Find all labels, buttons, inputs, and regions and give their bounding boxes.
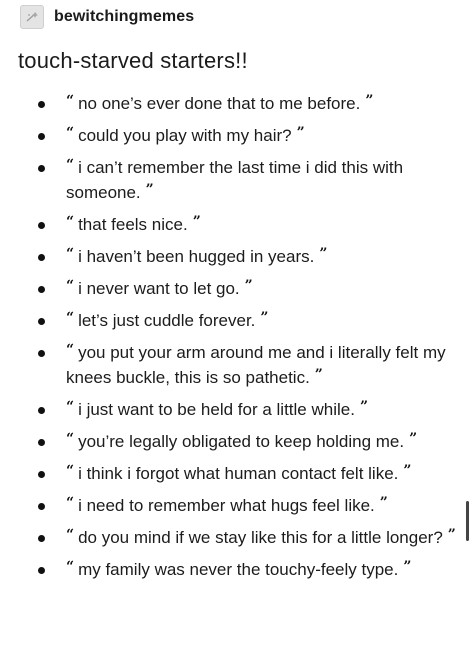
list-item-text: my family was never the touchy-feely type. [78, 560, 399, 579]
close-quote-icon: ” [314, 367, 322, 383]
bullet-icon [38, 318, 45, 325]
bullet-icon [38, 165, 45, 172]
close-quote-icon: ” [319, 246, 327, 262]
bullet-icon [38, 439, 45, 446]
list-item-text: you’re legally obligated to keep holding me. [78, 432, 405, 451]
close-quote-icon: ” [296, 125, 304, 141]
close-quote-icon: ” [403, 463, 411, 479]
avatar-sparkle-icon [24, 9, 40, 25]
open-quote-icon: “ [66, 463, 74, 479]
open-quote-icon: “ [66, 157, 74, 173]
open-quote-icon: “ [66, 527, 74, 543]
bullet-icon [38, 286, 45, 293]
bullet-icon [38, 133, 45, 140]
list-item-text: i think i forgot what human contact felt like. [78, 464, 399, 483]
close-quote-icon: ” [447, 527, 455, 543]
list-item [0, 430, 474, 455]
close-quote-icon: ” [365, 93, 373, 109]
bullet-icon [38, 254, 45, 261]
open-quote-icon: “ [66, 93, 74, 109]
close-quote-icon: ” [260, 310, 268, 326]
open-quote-icon: “ [66, 399, 74, 415]
open-quote-icon: “ [66, 431, 74, 447]
list-item-text: i haven’t been hugged in years. [78, 247, 315, 266]
bullet-icon [38, 471, 45, 478]
username-link[interactable]: bewitchingmemes [54, 8, 195, 25]
list-item [0, 245, 474, 270]
list-item-text: let’s just cuddle forever. [78, 311, 256, 330]
list-item-text: i never want to let go. [78, 279, 240, 298]
list-item [0, 558, 474, 583]
list-item [0, 156, 474, 206]
list-item [0, 277, 474, 302]
open-quote-icon: “ [66, 310, 74, 326]
list-item [0, 213, 474, 238]
avatar[interactable] [20, 5, 44, 29]
bullet-icon [38, 222, 45, 229]
list-item-text: that feels nice. [78, 215, 188, 234]
open-quote-icon: “ [66, 559, 74, 575]
list-item [0, 398, 474, 423]
close-quote-icon: ” [379, 495, 387, 511]
list-item-text: i need to remember what hugs feel like. [78, 496, 375, 515]
open-quote-icon: “ [66, 214, 74, 230]
bullet-icon [38, 503, 45, 510]
list-item [0, 309, 474, 334]
close-quote-icon: ” [403, 559, 411, 575]
list-item-text: i just want to be held for a little while. [78, 400, 355, 419]
bullet-icon [38, 535, 45, 542]
scrollbar-thumb[interactable] [466, 501, 469, 541]
post-title: touch-starved starters!! [18, 48, 248, 73]
open-quote-icon: “ [66, 246, 74, 262]
close-quote-icon: ” [145, 182, 153, 198]
list-item [0, 124, 474, 149]
post-header [20, 4, 194, 30]
bullet-icon [38, 407, 45, 414]
list-item-text: could you play with my hair? [78, 126, 292, 145]
list-item-text: no one’s ever done that to me before. [78, 94, 361, 113]
list-item-text: do you mind if we stay like this for a little longer? [78, 528, 443, 547]
list-item [0, 462, 474, 487]
list-item-text: you put your arm around me and i literally felt my knees buckle, this is so pathetic. [66, 343, 446, 387]
close-quote-icon: ” [244, 278, 252, 294]
starter-list [0, 92, 474, 590]
open-quote-icon: “ [66, 125, 74, 141]
bullet-icon [38, 567, 45, 574]
close-quote-icon: ” [359, 399, 367, 415]
bullet-icon [38, 350, 45, 357]
open-quote-icon: “ [66, 342, 74, 358]
close-quote-icon: ” [409, 431, 417, 447]
list-item [0, 341, 474, 391]
open-quote-icon: “ [66, 278, 74, 294]
bullet-icon [38, 101, 45, 108]
open-quote-icon: “ [66, 495, 74, 511]
list-item [0, 92, 474, 117]
list-item [0, 494, 474, 519]
close-quote-icon: ” [192, 214, 200, 230]
list-item [0, 526, 474, 551]
list-item-text: i can’t remember the last time i did this with someone. [66, 158, 404, 202]
